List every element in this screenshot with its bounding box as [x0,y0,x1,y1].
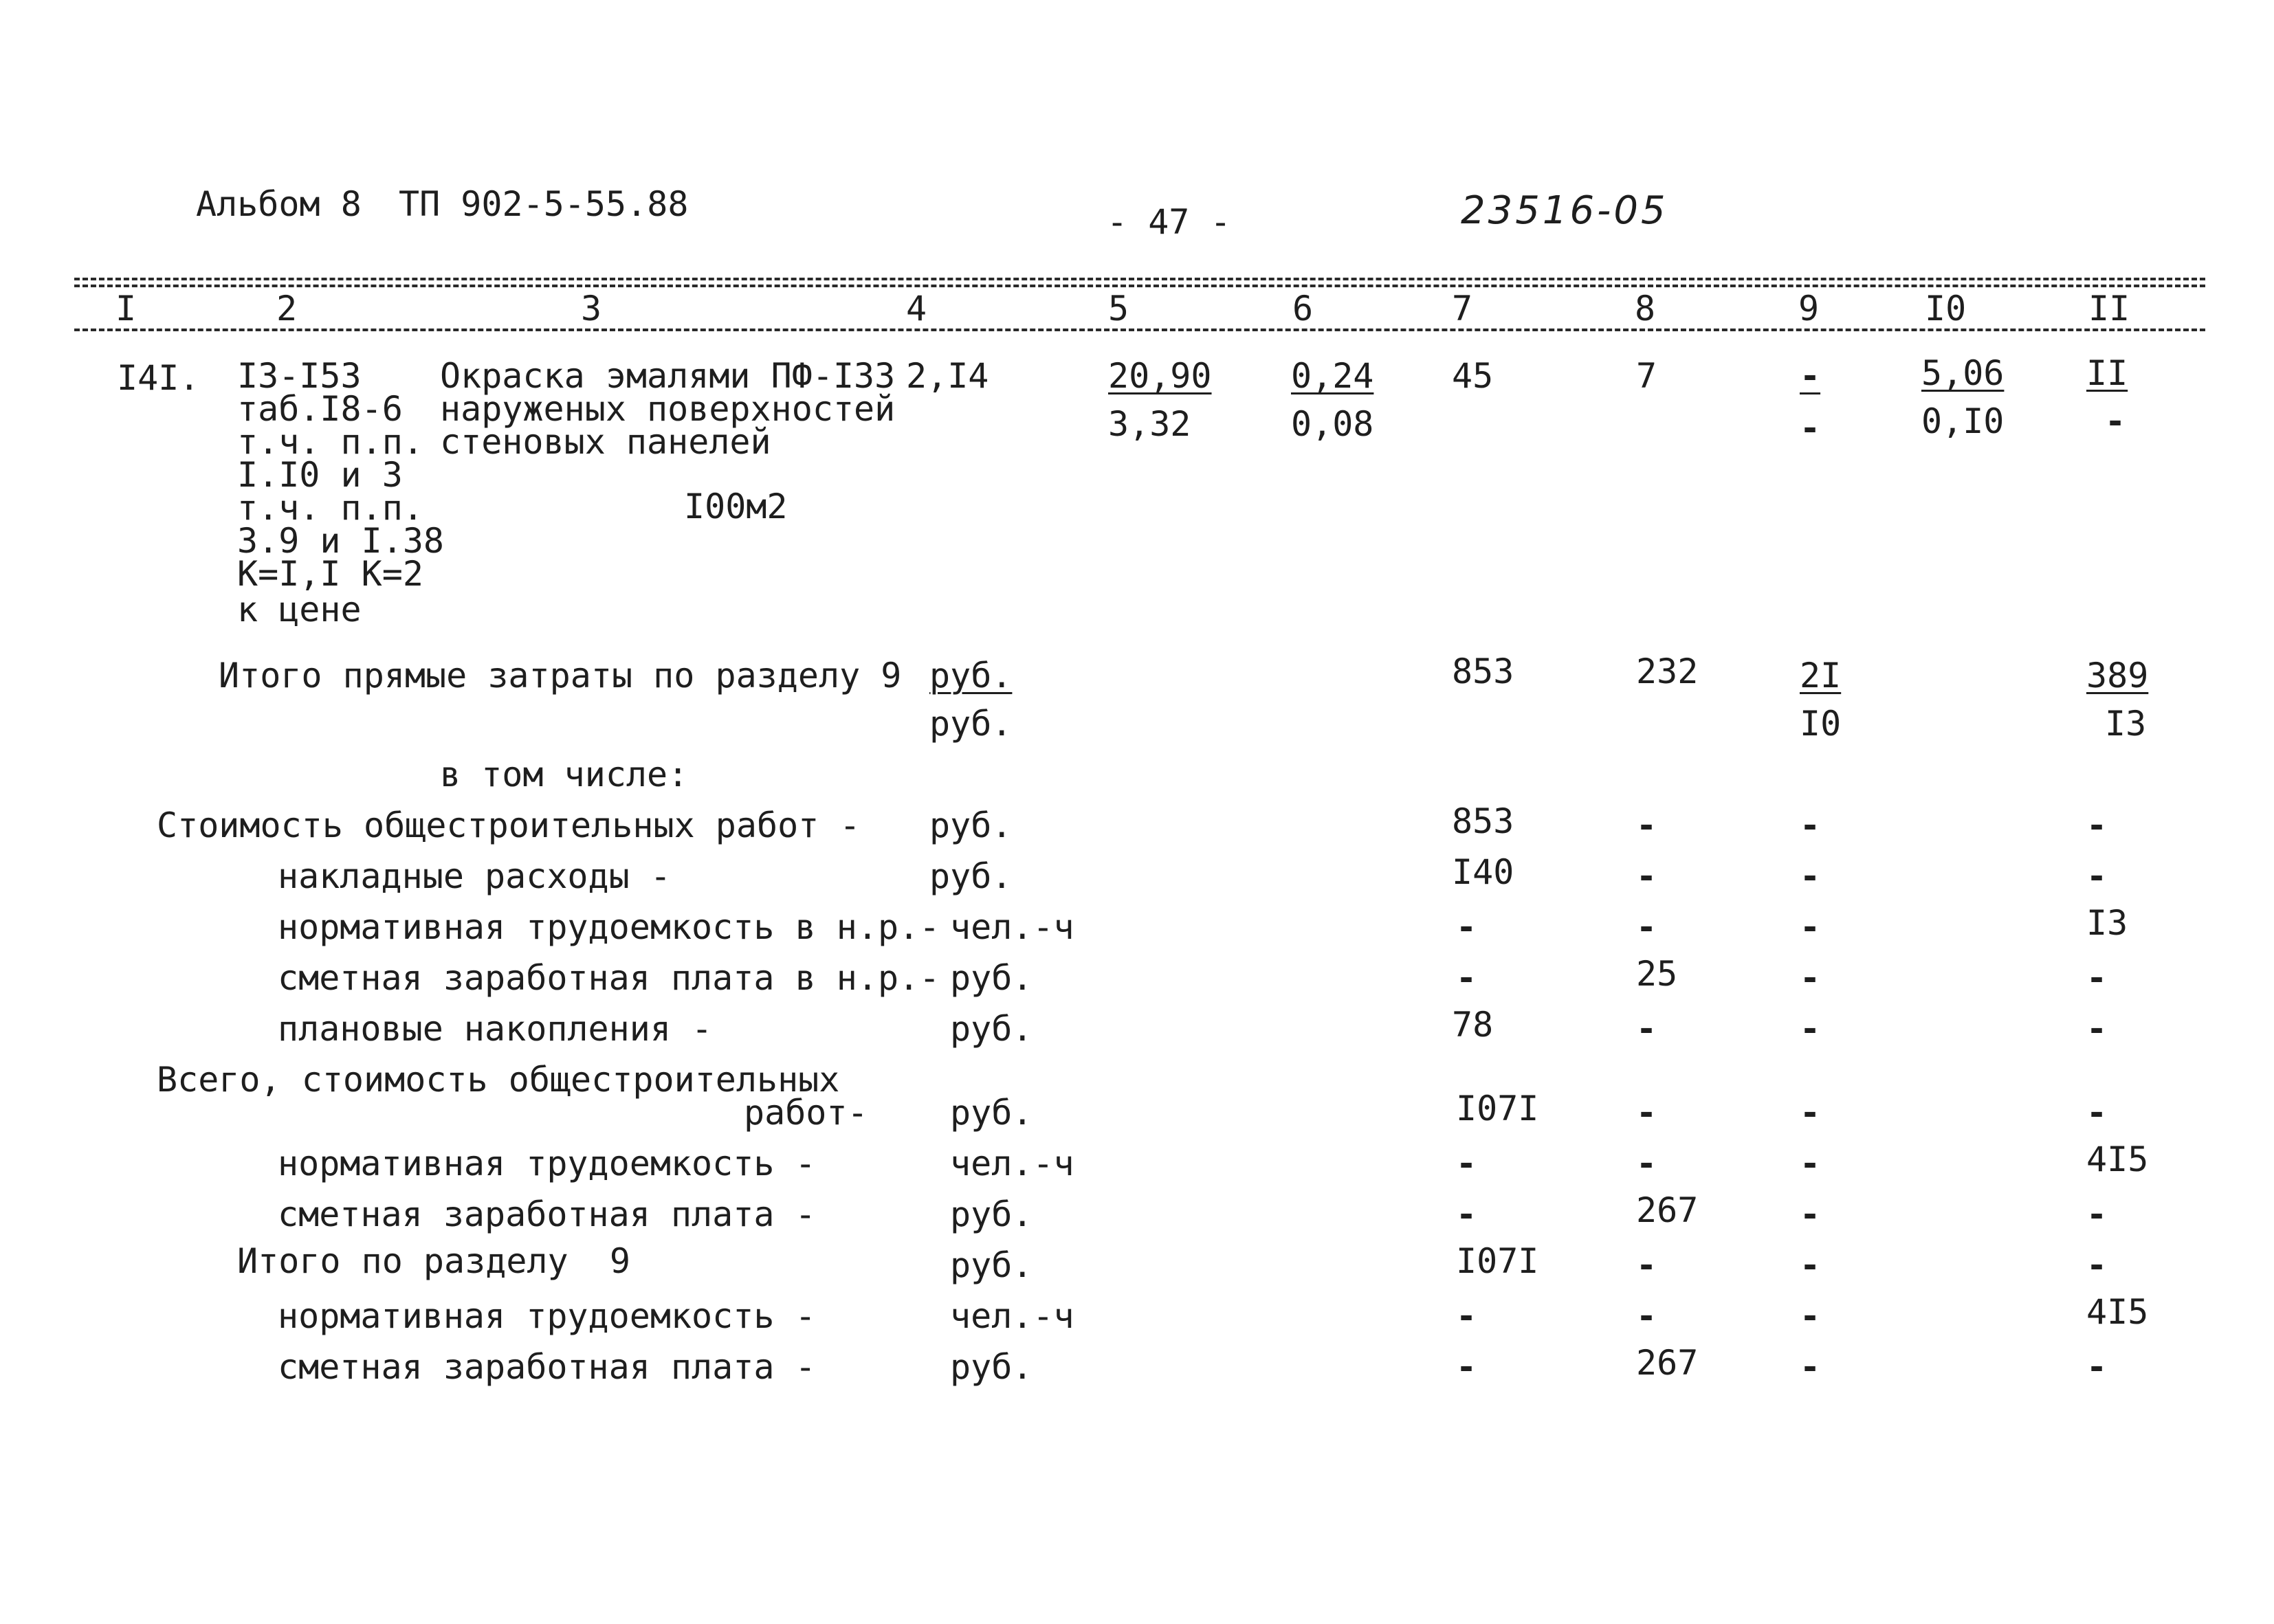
row-c7: - [1456,1194,1477,1234]
row-c8: - [1636,856,1657,896]
row-label: сметная заработная плата - [278,1194,816,1234]
item-c11-top: II [2086,353,2128,393]
col-header-5: 5 [1108,289,1129,329]
item-number: I4I. [117,358,200,398]
direct-total-unit-top: руб. [929,656,1013,696]
including-label: в том числе: [440,755,689,794]
row-c11: - [2086,1009,2108,1049]
row-c8: 267 [1636,1190,1699,1230]
row-c11: - [2086,1194,2108,1234]
item-c5-top: 20,90 [1108,356,1212,396]
row-c7: I40 [1452,852,1514,892]
row-unit: чел.-ч [950,907,1074,947]
row-label: Итого по разделу 9 [237,1241,630,1281]
row-unit: руб. [950,1245,1033,1285]
row-label: Всего, стоимость общестроительных [157,1060,840,1100]
row-label: нормативная трудоемкость в н.р.- [278,907,940,947]
item-description-line: Окраска эмалями ПФ-I33 [440,356,896,396]
item-code-line: I.I0 и 3 [237,455,403,495]
item-c10-top: 5,06 [1921,353,2005,393]
row-c7: - [1456,1296,1477,1336]
col-header-11: II [2088,289,2130,329]
item-description-line: стеновых панелей [440,422,771,462]
col-header-1: I [115,289,137,329]
item-c6-top: 0,24 [1291,356,1374,396]
item-unit: I00м2 [684,487,788,526]
row-c9: - [1800,856,1821,896]
direct-total-label: Итого прямые затраты по разделу 9 [219,656,902,696]
row-label-continuation: работ- [744,1093,868,1133]
col-header-7: 7 [1452,289,1473,329]
item-code-line: к цене [237,590,362,630]
row-label: нормативная трудоемкость - [278,1296,816,1336]
row-label: сметная заработная плата - [278,1347,816,1387]
item-c9-top: - [1800,356,1821,396]
row-c8: - [1636,1093,1657,1133]
row-c9: - [1800,1093,1821,1133]
item-quantity: 2,I4 [906,356,989,396]
header-rule-top-2 [74,285,2205,287]
row-c7: - [1456,1347,1477,1387]
col-header-9: 9 [1798,289,1820,329]
row-unit: руб. [950,958,1033,998]
item-code-line: таб.I8-6 [237,389,403,429]
row-label: сметная заработная плата в н.р.- [278,958,940,998]
row-c8: - [1636,1144,1657,1183]
row-c11: I3 [2086,903,2128,943]
item-code-line: т.ч. п.п. [237,422,423,462]
row-c7: I07I [1456,1089,1539,1128]
row-c7: 78 [1452,1005,1494,1045]
project-number: ТП 902-5-55.88 [399,184,689,224]
row-c11: - [2086,856,2108,896]
col-header-4: 4 [906,289,927,329]
row-c7: - [1456,958,1477,998]
item-c10-bottom: 0,I0 [1921,401,2005,441]
item-c9-bottom: - [1800,408,1821,448]
item-c6-bottom: 0,08 [1291,404,1374,444]
header-rule-bottom [74,329,2205,331]
row-c9: - [1800,1144,1821,1183]
item-code-line: К=I,I К=2 [237,554,423,594]
row-c9: - [1800,1009,1821,1049]
inventory-number: 23516-05 [1461,188,1668,233]
direct-total-unit-bottom: руб. [929,704,1013,744]
item-c5-bottom: 3,32 [1108,404,1191,444]
album-label: Альбом 8 [196,184,362,224]
row-c7: - [1456,1144,1477,1183]
row-c8: 25 [1636,954,1678,994]
row-c9: - [1800,958,1821,998]
direct-total-c9-bottom: I0 [1800,704,1842,744]
row-unit: руб. [950,1347,1033,1387]
col-header-3: 3 [581,289,602,329]
row-c8: - [1636,1245,1657,1285]
row-c11: - [2086,1245,2108,1285]
row-c11: 4I5 [2086,1292,2149,1332]
row-unit: чел.-ч [950,1144,1074,1183]
row-c8: - [1636,907,1657,947]
page-number: - 47 - [1107,202,1231,242]
row-unit: руб. [929,805,1013,845]
row-c9: - [1800,1194,1821,1234]
row-unit: руб. [950,1009,1033,1049]
row-label: Стоимость общестроительных работ - [157,805,861,845]
row-c8: - [1636,1296,1657,1336]
row-c11: 4I5 [2086,1139,2149,1179]
item-code-line: т.ч. п.п. [237,488,423,528]
direct-total-c8: 232 [1636,652,1699,691]
row-label: плановые накопления - [278,1009,713,1049]
row-c7: - [1456,907,1477,947]
col-header-8: 8 [1635,289,1656,329]
row-unit: чел.-ч [950,1296,1074,1336]
row-c9: - [1800,805,1821,845]
row-c9: - [1800,907,1821,947]
row-c9: - [1800,1347,1821,1387]
header-rule-top [74,278,2205,280]
row-unit: руб. [950,1093,1033,1133]
col-header-10: I0 [1925,289,1967,329]
row-c11: - [2086,1347,2108,1387]
row-c8: - [1636,805,1657,845]
row-unit: руб. [950,1194,1033,1234]
direct-total-c7: 853 [1452,652,1514,691]
row-c9: - [1800,1245,1821,1285]
col-header-6: 6 [1292,289,1314,329]
row-c11: - [2086,1093,2108,1133]
row-c7: 853 [1452,801,1514,841]
row-c8: 267 [1636,1343,1699,1383]
row-c11: - [2086,805,2108,845]
item-c7: 45 [1452,356,1494,396]
row-unit: руб. [929,856,1013,896]
row-c8: - [1636,1009,1657,1049]
item-c8: 7 [1636,356,1657,396]
row-label: нормативная трудоемкость - [278,1144,816,1183]
direct-total-c11-bottom: I3 [2105,704,2147,744]
direct-total-c9-top: 2I [1800,656,1842,696]
row-c11: - [2086,958,2108,998]
item-code-line: 3.9 и I.38 [237,521,445,561]
direct-total-c11-top: 389 [2086,656,2149,696]
row-c9: - [1800,1296,1821,1336]
item-c11-bottom: - [2105,401,2126,441]
item-code-line: I3-I53 [237,356,362,396]
row-label: накладные расходы - [278,856,671,896]
row-c7: I07I [1456,1241,1539,1281]
item-description-line: наруженых поверхностей [440,389,896,429]
col-header-2: 2 [276,289,298,329]
